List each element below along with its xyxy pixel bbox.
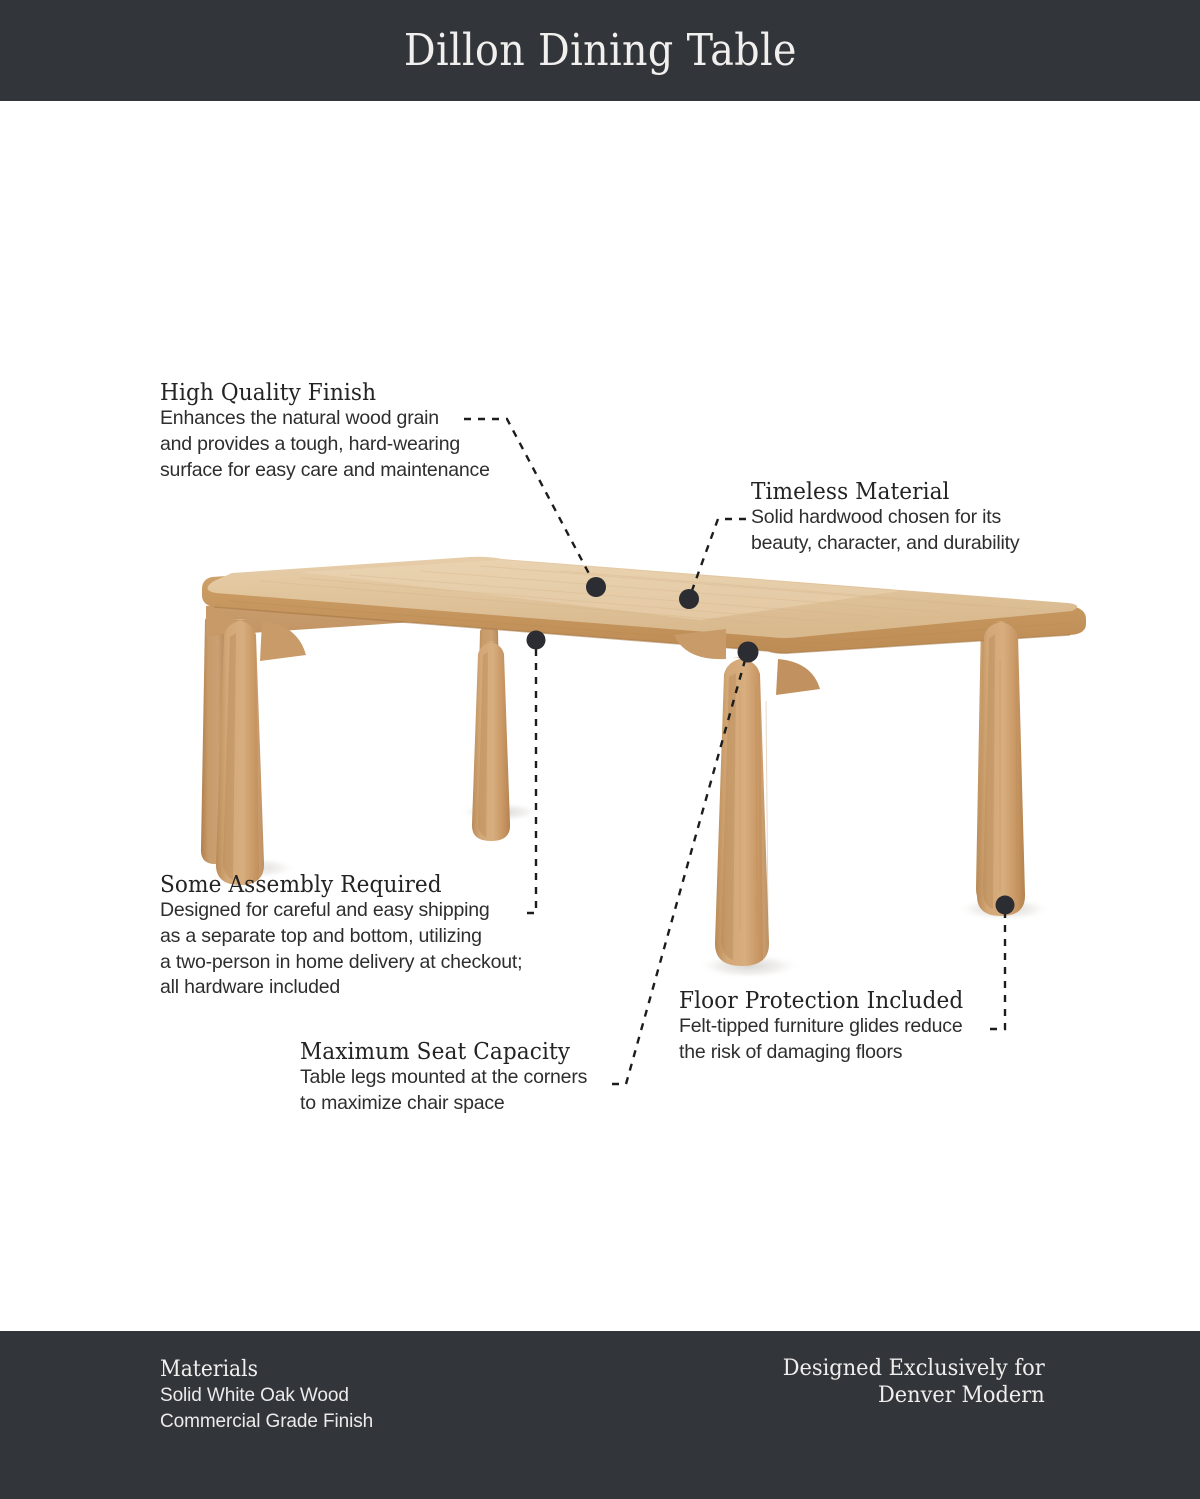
callout-body-line: Designed for careful and easy shipping (160, 899, 490, 922)
callout-title-floor-protection-included: Floor Protection Included (679, 988, 964, 1014)
dot-maximum-seat (738, 642, 759, 663)
product-illustration-stage (0, 101, 1200, 1331)
footer-materials-block (160, 1357, 373, 1435)
callout-body-line: surface for easy care and maintenance (160, 458, 490, 481)
dot-timeless-material (679, 589, 699, 609)
callout-body-line: all hardware included (160, 976, 341, 999)
callout-body-line: Enhances the natural wood grain (160, 407, 439, 430)
callout-body-line: to maximize chair space (300, 1091, 505, 1114)
callout-title-timeless-material: Timeless Material (751, 479, 950, 505)
dot-high-quality-finish (586, 577, 606, 597)
footer-materials-line: Solid White Oak Wood (160, 1384, 349, 1406)
footer-credit-line-2: Denver Modern (878, 1382, 1045, 1408)
callout-body-line: the risk of damaging floors (679, 1040, 903, 1063)
dot-some-assembly (527, 631, 546, 650)
callout-body-line: Table legs mounted at the corners (300, 1066, 588, 1089)
callout-body-line: and provides a tough, hard-wearing (160, 432, 460, 455)
callout-maximum-seat-capacity (300, 1039, 587, 1117)
callout-body-line: beauty, character, and durability (751, 531, 1020, 554)
callout-body-line: Solid hardwood chosen for its (751, 506, 1002, 529)
callout-body-line: a two-person in home delivery at checkout; (160, 950, 523, 973)
table-leg-right-front (977, 621, 1025, 916)
footer-materials-line: Commercial Grade Finish (160, 1411, 374, 1433)
callout-timeless-material (751, 479, 1019, 557)
dining-table-illustration (0, 101, 1200, 1331)
leader-some-assembly (527, 642, 536, 913)
callout-body-line: as a separate top and bottom, utilizing (160, 924, 482, 947)
callout-some-assembly-required (160, 872, 522, 1001)
callout-title-some-assembly-required: Some Assembly Required (160, 872, 442, 898)
page-title: Dillon Dining Table (403, 25, 797, 76)
footer-credit-block (763, 1355, 1045, 1409)
table-leg-mid-front (472, 641, 510, 841)
page-header (0, 0, 1200, 101)
callout-title-maximum-seat-capacity: Maximum Seat Capacity (300, 1039, 571, 1065)
dot-floor-protection (996, 896, 1015, 915)
footer-materials-heading: Materials (160, 1357, 258, 1382)
callout-high-quality-finish (160, 380, 490, 483)
footer-credit-line-1: Designed Exclusively for (782, 1355, 1045, 1381)
callout-title-high-quality-finish: High Quality Finish (160, 380, 377, 406)
page-footer (0, 1331, 1200, 1499)
callout-floor-protection-included (679, 988, 981, 1066)
callout-body-line: Felt-tipped furniture glides reduce (679, 1015, 963, 1038)
leader-floor-protection (990, 907, 1005, 1029)
